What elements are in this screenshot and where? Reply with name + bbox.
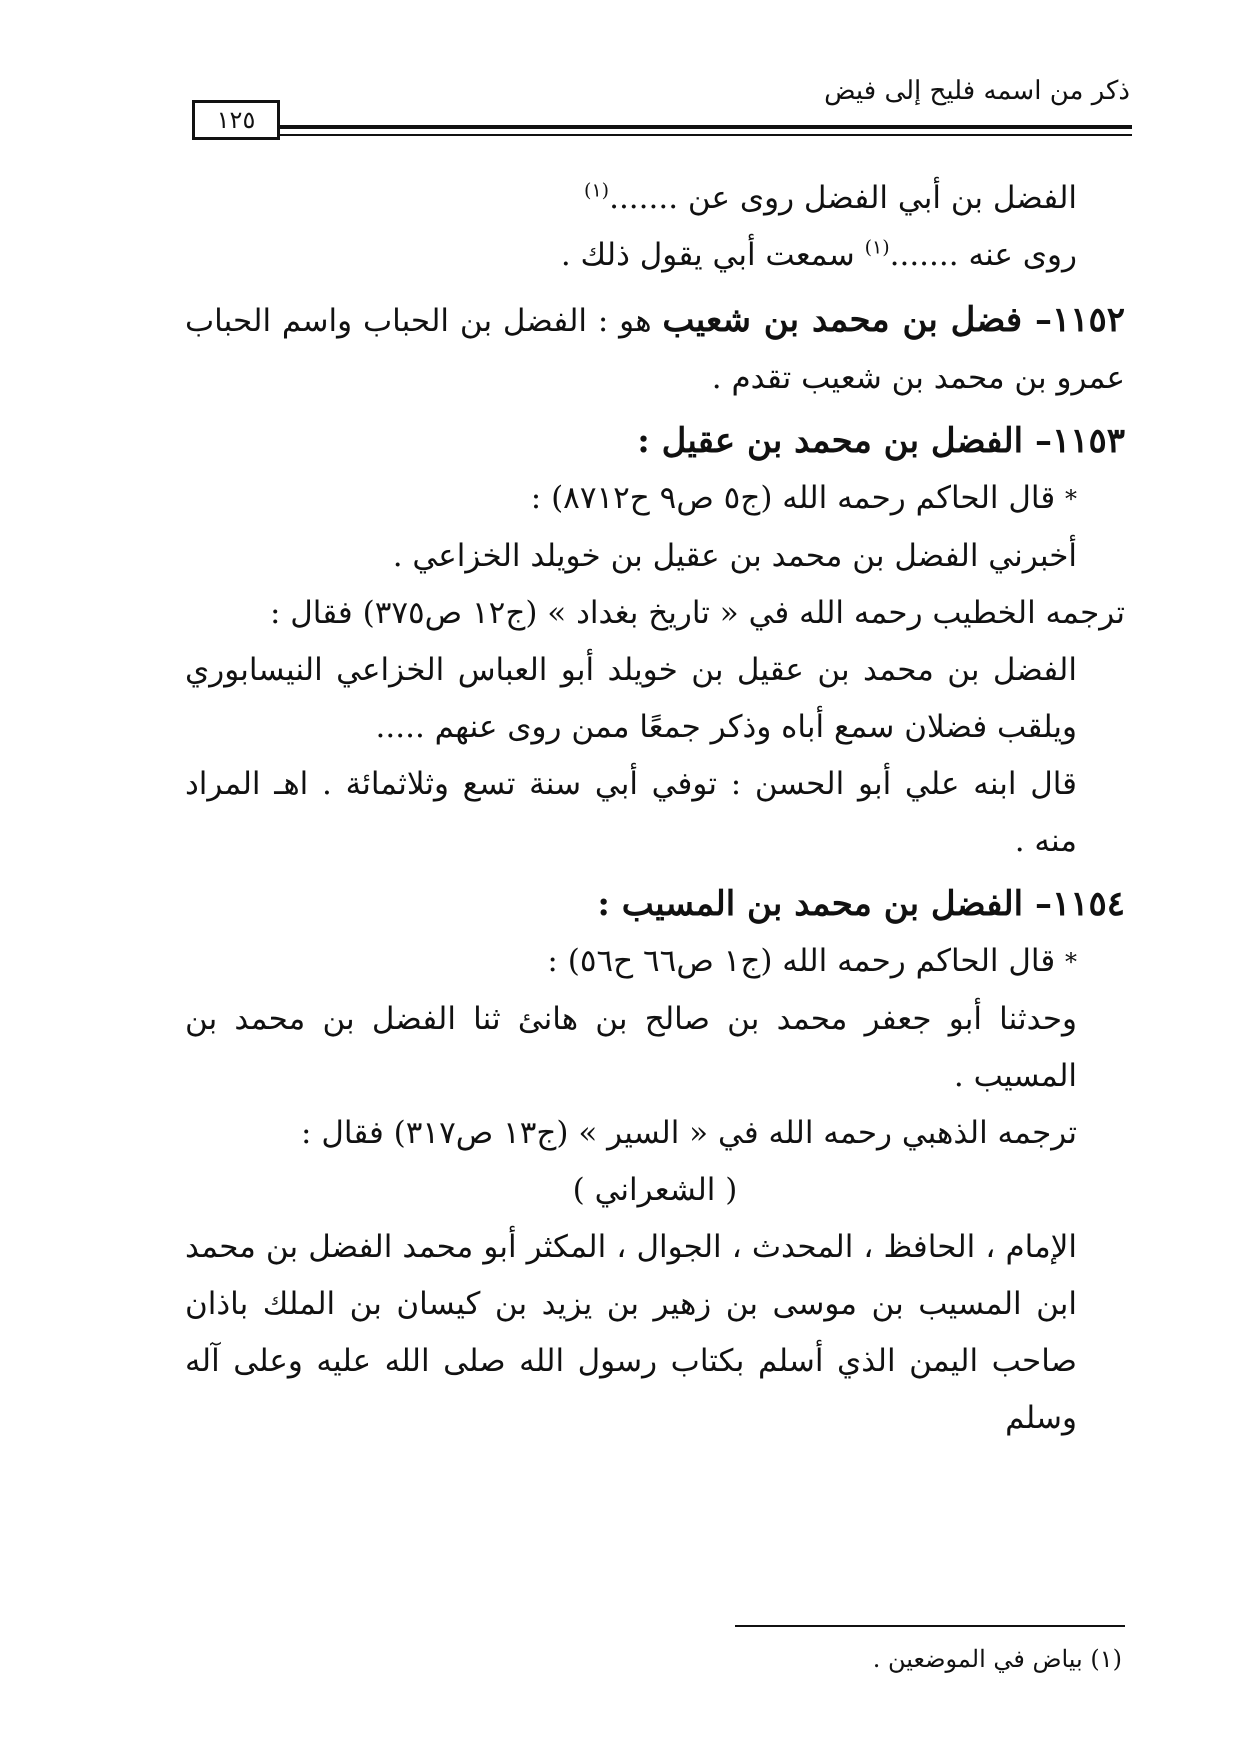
entry-1152 xyxy=(185,292,1125,407)
entry-text: هو : الفضل بن الحباب واسم الحباب عمرو بن محمد بن شعيب تقدم . xyxy=(185,303,1125,396)
paragraph: الفضل بن محمد بن عقيل بن خويلد أبو العباس الخزاعي النيسابوري ويلقب فضلان سمع أباه وذكر جمعًا ممن روى عنهم ..... xyxy=(185,652,1077,745)
footnote-1: (١) بياض في الموضعين . xyxy=(872,1645,1122,1673)
citation-line xyxy=(185,933,1125,991)
paragraph: الإمام ، الحافظ ، المحدث ، الجوال ، المكثر أبو محمد الفضل بن محمد ابن المسيب بن موسى بن زهير بن يزيد بن كيسان بن الملك باذان صاحب اليمن الذي أسلم بكتاب رسول الله صلى الله عليه وعلى آله وسلم xyxy=(185,1229,1077,1436)
paragraph-p2 xyxy=(185,227,1125,284)
entry-number: ١١٥٢– xyxy=(1034,300,1126,340)
paragraph: وحدثنا أبو جعفر محمد بن صالح بن هانئ ثنا الفضل بن محمد بن المسيب . xyxy=(185,1001,1077,1094)
paragraph-p1 xyxy=(185,170,1125,227)
running-header-title: ذكر من اسمه فليح إلى فيض xyxy=(824,76,1130,106)
asterisk-marker: * xyxy=(1065,485,1077,513)
main-text xyxy=(185,170,1125,1447)
p2-text-post: سمعت أبي يقول ذلك . xyxy=(560,237,865,273)
entry-heading-1153: ١١٥٣– الفضل بن محمد بن عقيل : xyxy=(637,421,1125,461)
subheading: ( الشعراني ) xyxy=(572,1172,738,1208)
paragraph: ترجمه الخطيب رحمه الله في « تاريخ بغداد » (ج١٢ ص٣٧٥) فقال : xyxy=(269,595,1125,631)
page-number: ١٢٥ xyxy=(192,100,280,140)
footnote-ref: (١) xyxy=(584,179,610,202)
p2-text-pre: روى عنه ....... xyxy=(889,237,1077,273)
entry-heading-1154: ١١٥٤– الفضل بن محمد بن المسيب : xyxy=(597,884,1125,924)
paragraph: قال ابنه علي أبو الحسن : توفي أبي سنة تسع وثلاثمائة . اهـ المراد منه . xyxy=(185,766,1077,859)
citation-text: قال الحاكم رحمه الله (ج٥ ص٩ ح٨٧١٢) : xyxy=(530,480,1065,516)
footnote-ref: (١) xyxy=(864,236,890,259)
citation-line xyxy=(185,470,1125,528)
paragraph: أخبرني الفضل بن محمد بن عقيل بن خويلد الخزاعي . xyxy=(392,538,1077,574)
header-rule-thick xyxy=(280,125,1132,129)
p1-text: الفضل بن أبي الفضل روى عن ....... xyxy=(609,180,1077,216)
citation-text: قال الحاكم رحمه الله (ج١ ص٦٦ ح٥٦) : xyxy=(547,943,1065,979)
paragraph: ترجمه الذهبي رحمه الله في « السير » (ج١٣ ص٣١٧) فقال : xyxy=(301,1115,1077,1151)
header-rule-thin xyxy=(280,134,1132,136)
entry-name: فضل بن محمد بن شعيب xyxy=(662,300,1035,340)
asterisk-marker: * xyxy=(1065,948,1077,976)
footnote-rule xyxy=(735,1625,1125,1627)
